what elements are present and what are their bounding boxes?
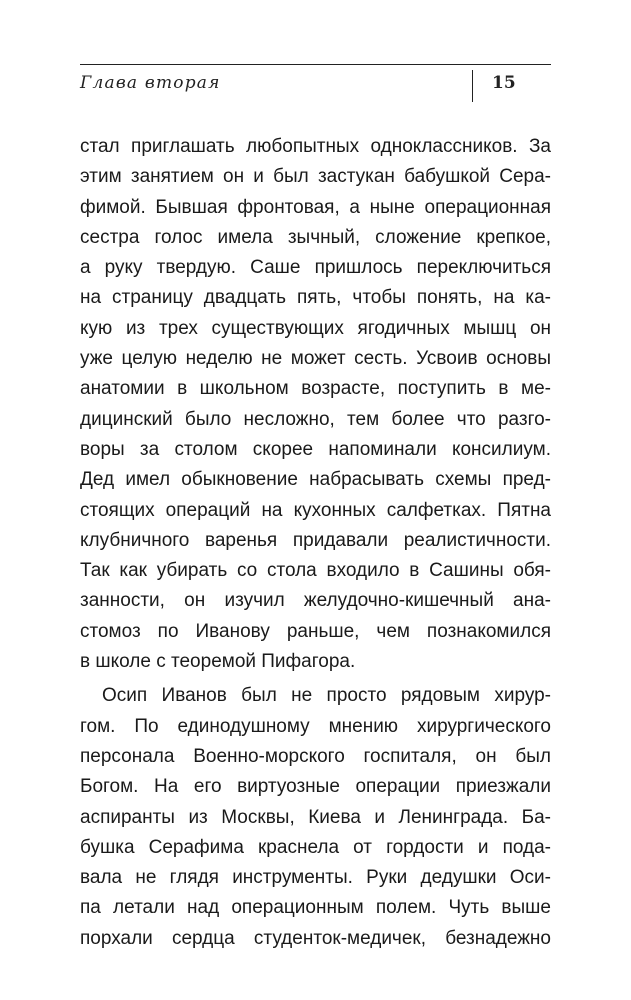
page-number: 15: [492, 73, 516, 93]
text-line: а руку твердую. Саше пришлось переключиться: [80, 257, 551, 279]
text-line: бушка Серафима краснела от гордости и пода-: [80, 836, 551, 858]
text-line: клубничного варенья придавали реалистичности.: [80, 529, 551, 551]
text-line: в школе с теоремой Пифагора.: [80, 651, 356, 673]
text-line: воры за столом скорее напоминали консилиум.: [80, 438, 551, 460]
text-line: анатомии в школьном возрасте, поступить в ме-: [80, 378, 551, 400]
text-line: порхали сердца студенток-медичек, безнадежно: [80, 927, 551, 949]
paragraph-2: [80, 681, 551, 954]
text-line: фимой. Бывшая фронтовая, а ныне операционная: [80, 196, 551, 218]
text-line: па летали над операционным полем. Чуть выше: [80, 897, 551, 919]
text-line: сестра голос имела зычный, сложение крепкое,: [80, 226, 551, 248]
text-line: стомоз по Иванову раньше, чем познакомился: [80, 620, 551, 642]
header-divider: [472, 70, 473, 102]
running-header: [80, 64, 551, 104]
text-line: на страницу двадцать пять, чтобы понять, на ка-: [80, 287, 551, 309]
text-line: Богом. На его виртуозные операции приезжали: [80, 776, 551, 798]
text-line: дицинский было несложно, тем более что разго-: [80, 408, 551, 430]
text-line: занности, он изучил желудочно-кишечный ана-: [80, 590, 551, 612]
body-text: [80, 132, 551, 954]
text-line: стал приглашать любопытных одноклассников. За: [80, 136, 551, 157]
text-line: Осип Иванов был не просто рядовым хирур-: [102, 685, 551, 707]
text-line: уже целую неделю не может сесть. Усвоив основы: [80, 348, 551, 370]
text-line: персонала Военно-морского госпиталя, он был: [80, 745, 551, 767]
text-line: гом. По единодушному мнению хирургического: [80, 715, 551, 737]
text-line: стоящих операций на кухонных салфетках. Пятна: [80, 499, 551, 521]
text-line: Дед имел обыкновение набрасывать схемы пред-: [80, 469, 551, 491]
chapter-title: Глава вторая: [80, 73, 221, 93]
text-line: Так как убирать со стола входило в Сашины обя-: [80, 560, 551, 582]
text-line: вала не глядя инструменты. Руки дедушки Оси-: [80, 867, 551, 889]
header-rule: [80, 64, 551, 65]
text-line: этим занятием он и был застукан бабушкой Сера-: [80, 166, 551, 188]
text-line: кую из трех существующих ягодичных мышц он: [80, 317, 551, 339]
paragraph-1: [80, 132, 551, 677]
text-line: аспиранты из Москвы, Киева и Ленинграда. Ба-: [80, 806, 551, 828]
